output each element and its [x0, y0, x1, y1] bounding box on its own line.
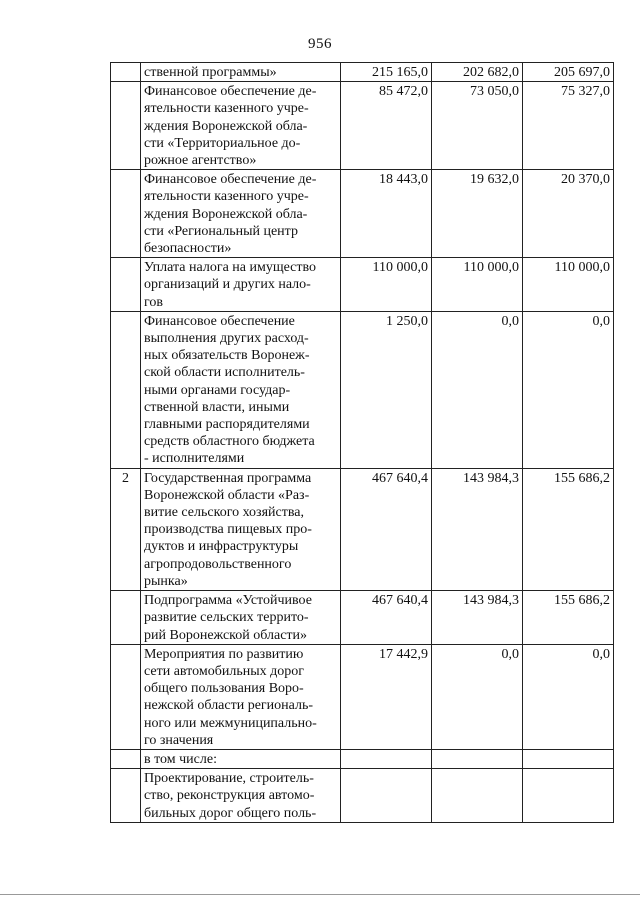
- item-name-line: Государственная программа: [144, 470, 312, 486]
- item-name-line: организаций и других нало-: [144, 277, 311, 293]
- budget-table: [110, 62, 614, 823]
- item-name-line: гов: [144, 294, 164, 310]
- amount-cell-2: 202 682,0: [432, 63, 523, 82]
- amount-cell-1: [341, 749, 432, 768]
- row-number-cell: [111, 258, 141, 312]
- table-row: [111, 644, 614, 749]
- item-name-line: выполнения других расход-: [144, 331, 309, 347]
- amount-cell-2: 0,0: [432, 311, 523, 468]
- row-number-cell: [111, 311, 141, 468]
- table-row: [111, 258, 614, 312]
- item-name-line: дуктов и инфраструктуры: [144, 539, 299, 555]
- table-row: [111, 170, 614, 258]
- item-name-line: Мероприятия по развитию: [144, 646, 304, 662]
- item-name-line: ственной программы»: [144, 65, 277, 80]
- amount-cell-2: [432, 749, 523, 768]
- item-name-line: Проектирование, строитель-: [144, 771, 314, 787]
- row-number-cell: [111, 769, 141, 823]
- amount-cell-1: 17 442,9: [341, 644, 432, 749]
- amount-cell-3: 155 686,2: [523, 591, 614, 645]
- item-name-line: сти «Территориальное до-: [144, 135, 301, 151]
- item-name-line: рий Воронежской области»: [144, 627, 308, 643]
- item-name-line: главными распорядителями: [144, 417, 310, 433]
- amount-cell-3: [523, 769, 614, 823]
- table-row: [111, 591, 614, 645]
- item-name-line: рожное агентство»: [144, 153, 257, 169]
- table-row: [111, 769, 614, 823]
- item-name-line: средств областного бюджета: [144, 434, 315, 450]
- item-name-line: Подпрограмма «Устойчивое: [144, 593, 312, 609]
- item-name-cell: [141, 258, 341, 312]
- amount-cell-3: 0,0: [523, 644, 614, 749]
- amount-cell-3: 155 686,2: [523, 468, 614, 590]
- item-name-cell: [141, 311, 341, 468]
- item-name-line: ждения Воронежской обла-: [144, 206, 308, 222]
- amount-cell-3: 0,0: [523, 311, 614, 468]
- item-name-line: ственной власти, иными: [144, 399, 290, 415]
- item-name-cell: [141, 644, 341, 749]
- amount-cell-2: 73 050,0: [432, 82, 523, 170]
- row-number-cell: [111, 170, 141, 258]
- item-name-cell: [141, 468, 341, 590]
- table-row: [111, 749, 614, 768]
- amount-cell-3: [523, 749, 614, 768]
- item-name-line: - исполнителями: [144, 451, 245, 467]
- amount-cell-1: [341, 769, 432, 823]
- budget-table-body: [111, 63, 614, 823]
- item-name-line: рынка»: [144, 573, 188, 589]
- item-name-line: Уплата налога на имущество: [144, 260, 317, 276]
- amount-cell-2: 110 000,0: [432, 258, 523, 312]
- amount-cell-2: [432, 769, 523, 823]
- item-name-cell: [141, 82, 341, 170]
- table-row: [111, 468, 614, 590]
- item-name-line: нежской области региональ-: [144, 698, 314, 714]
- amount-cell-3: 75 327,0: [523, 82, 614, 170]
- amount-cell-1: 18 443,0: [341, 170, 432, 258]
- item-name-line: общего пользования Воро-: [144, 681, 304, 697]
- amount-cell-1: 215 165,0: [341, 63, 432, 82]
- row-number-cell: [111, 63, 141, 82]
- amount-cell-1: 467 640,4: [341, 591, 432, 645]
- row-number-cell: 2: [111, 468, 141, 590]
- amount-cell-1: 467 640,4: [341, 468, 432, 590]
- item-name-line: го значения: [144, 732, 214, 748]
- item-name-line: ного или межмуниципально-: [144, 715, 317, 731]
- amount-cell-3: 205 697,0: [523, 63, 614, 82]
- item-name-line: сети автомобильных дорог: [144, 663, 304, 679]
- item-name-cell: [141, 170, 341, 258]
- row-number-cell: [111, 82, 141, 170]
- table-row: [111, 311, 614, 468]
- amount-cell-2: 0,0: [432, 644, 523, 749]
- item-name-line: Финансовое обеспечение де-: [144, 172, 317, 188]
- item-name-line: витие сельского хозяйства,: [144, 505, 304, 521]
- item-name-line: Финансовое обеспечение: [144, 313, 295, 329]
- page-number: 956: [308, 36, 332, 52]
- amount-cell-3: 110 000,0: [523, 258, 614, 312]
- item-name-cell: [141, 591, 341, 645]
- bottom-rule: [0, 894, 640, 895]
- item-name-cell: [141, 769, 341, 823]
- table-row: [111, 82, 614, 170]
- item-name-line: ятельности казенного учре-: [144, 189, 309, 205]
- item-name-line: ской области исполнитель-: [144, 365, 305, 381]
- table-row: [111, 63, 614, 82]
- item-name-line: сти «Региональный центр: [144, 223, 298, 239]
- amount-cell-2: 143 984,3: [432, 591, 523, 645]
- row-number-cell: [111, 749, 141, 768]
- amount-cell-1: 1 250,0: [341, 311, 432, 468]
- item-name-line: ждения Воронежской обла-: [144, 118, 308, 134]
- row-number-cell: [111, 644, 141, 749]
- item-name-line: в том числе:: [144, 751, 217, 767]
- amount-cell-3: 20 370,0: [523, 170, 614, 258]
- item-name-line: ство, реконструкция автомо-: [144, 788, 315, 804]
- item-name-cell: [141, 63, 341, 82]
- item-name-line: бильных дорог общего поль-: [144, 805, 317, 821]
- item-name-line: ятельности казенного учре-: [144, 101, 309, 117]
- item-name-line: развитие сельских террито-: [144, 610, 309, 626]
- item-name-cell: [141, 749, 341, 768]
- item-name-line: производства пищевых про-: [144, 522, 312, 538]
- amount-cell-2: 19 632,0: [432, 170, 523, 258]
- item-name-line: безопасности»: [144, 241, 232, 257]
- amount-cell-1: 110 000,0: [341, 258, 432, 312]
- item-name-line: ными органами государ-: [144, 382, 291, 398]
- item-name-line: Воронежской области «Раз-: [144, 487, 310, 503]
- item-name-line: агропродовольственного: [144, 556, 292, 572]
- amount-cell-1: 85 472,0: [341, 82, 432, 170]
- item-name-line: ных обязательств Воронеж-: [144, 348, 310, 364]
- item-name-line: Финансовое обеспечение де-: [144, 84, 317, 100]
- row-number-cell: [111, 591, 141, 645]
- amount-cell-2: 143 984,3: [432, 468, 523, 590]
